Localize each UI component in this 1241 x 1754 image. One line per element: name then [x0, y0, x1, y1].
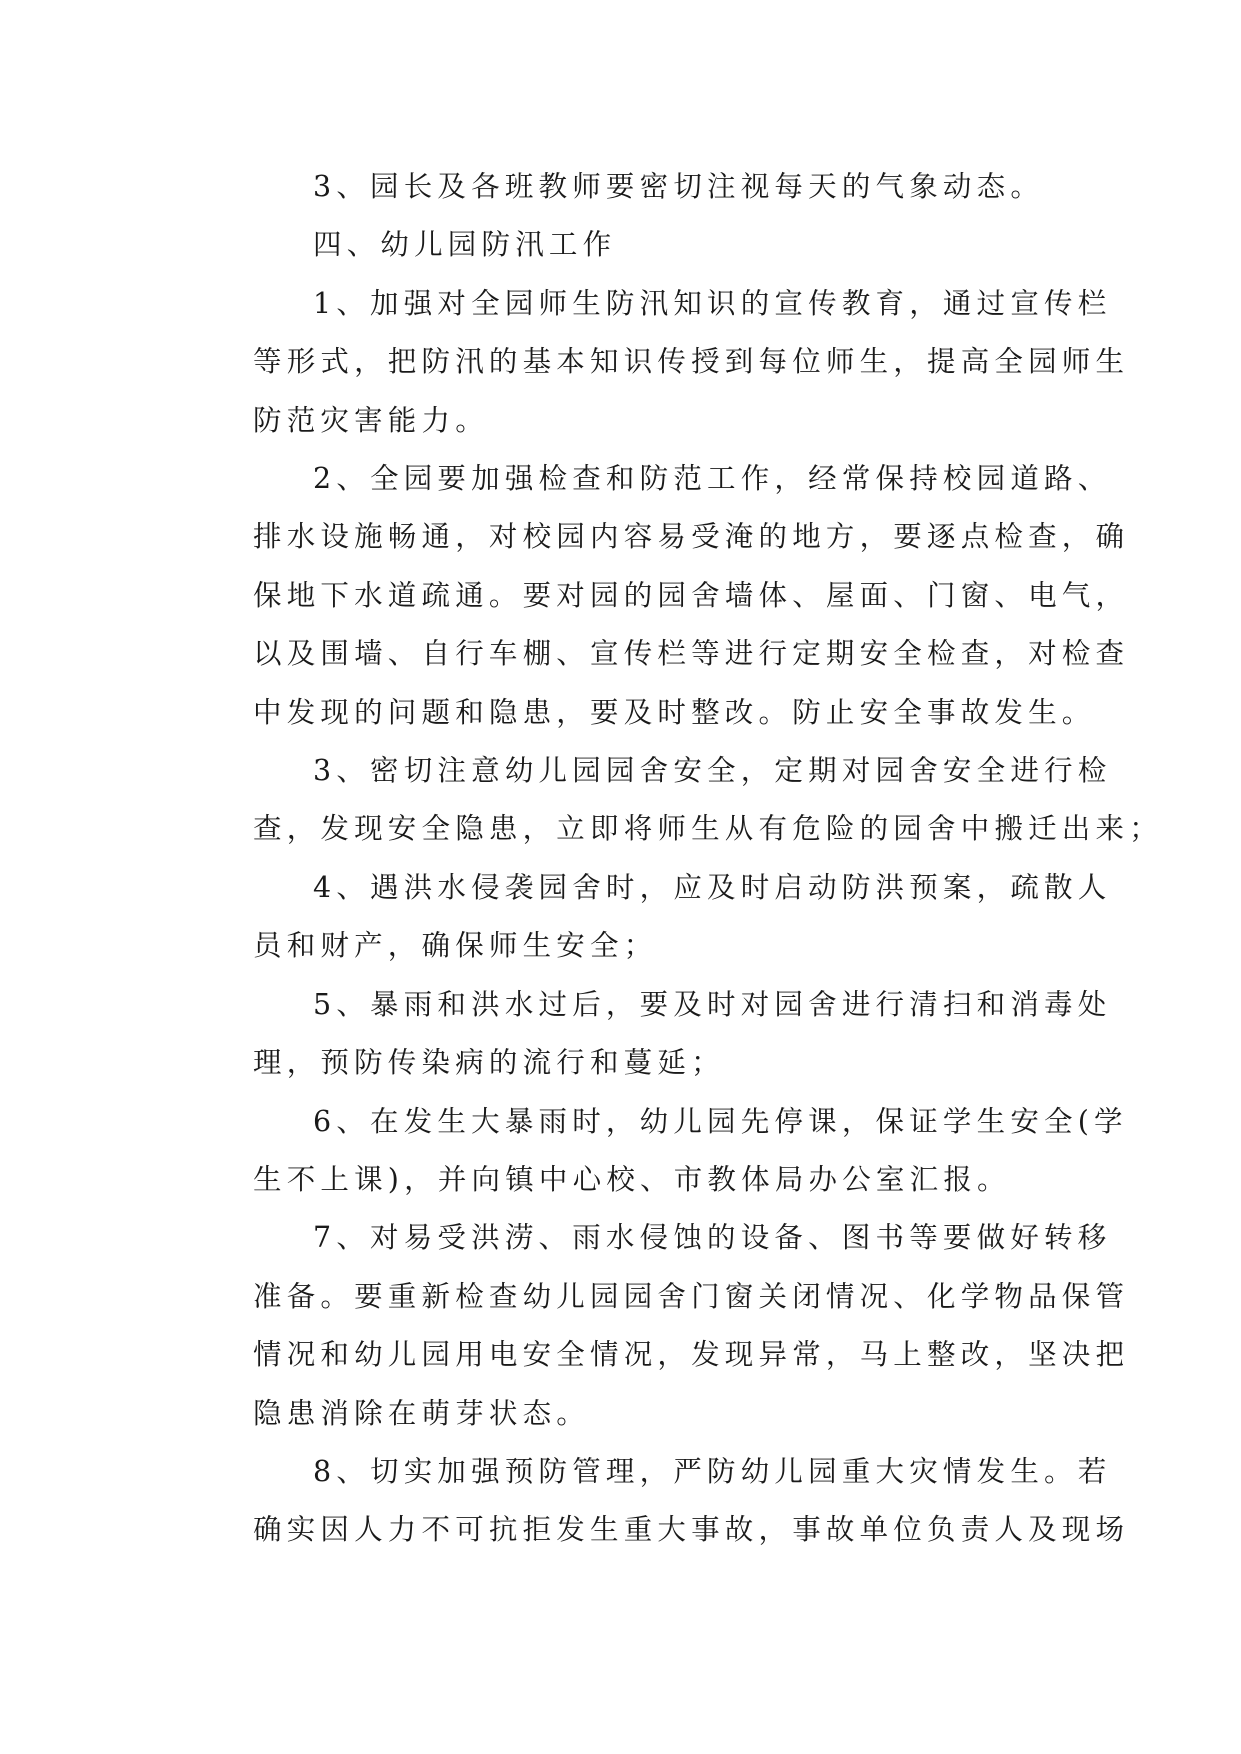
text-line: 5、暴雨和洪水过后，要及时对园舍进行清扫和消毒处	[313, 987, 1112, 1021]
paragraph-inspection	[193, 450, 1130, 742]
paragraph-education	[193, 275, 1130, 450]
text-line: 隐患消除在萌芽状态。	[253, 1396, 591, 1430]
paragraph-flood-response	[193, 859, 1112, 976]
text-line: 准备。要重新检查幼儿园园舍门窗关闭情况、化学物品保管	[253, 1279, 1130, 1313]
text-line: 7、对易受洪涝、雨水侵蚀的设备、图书等要做好转移	[313, 1221, 1112, 1255]
text-line: 6、在发生大暴雨时，幼儿园先停课，保证学生安全(学	[313, 1104, 1128, 1138]
text-line: 中发现的问题和隐患，要及时整改。防止安全事故发生。	[253, 695, 1096, 729]
text-line: 4、遇洪水侵袭园舍时，应及时启动防洪预案，疏散人	[313, 870, 1112, 904]
paragraph-prevention-management	[193, 1443, 1130, 1560]
text-line: 3、园长及各班教师要密切注视每天的气象动态。	[313, 170, 1045, 203]
section-heading-flood-work	[193, 216, 1063, 274]
text-line: 2、全园要加强检查和防范工作，经常保持校园道路、	[313, 462, 1112, 496]
text-line: 3、密切注意幼儿园园舍安全，定期对园舍安全进行检	[313, 754, 1112, 788]
document-body	[193, 158, 1163, 1560]
paragraph-class-suspension	[193, 1093, 1128, 1210]
text-line: 确实因人力不可抗拒发生重大事故，事故单位负责人及现场	[253, 1513, 1130, 1547]
text-line: 1、加强对全园师生防汛知识的宣传教育，通过宣传栏	[313, 286, 1112, 320]
text-line: 排水设施畅通，对校园内容易受淹的地方，要逐点检查，确	[253, 520, 1130, 554]
text-line: 等形式，把防汛的基本知识传授到每位师生，提高全园师生	[253, 345, 1130, 379]
paragraph-disinfection	[193, 976, 1112, 1093]
text-line: 四、幼儿园防汛工作	[313, 228, 617, 262]
text-line: 情况和幼儿园用电安全情况，发现异常，马上整改，坚决把	[253, 1338, 1130, 1372]
text-line: 以及围墙、自行车棚、宣传栏等进行定期安全检查，对检查	[253, 637, 1130, 671]
text-line: 员和财产，确保师生安全；	[253, 929, 658, 963]
text-line: 保地下水道疏通。要对园的园舍墙体、屋面、门窗、电气，	[253, 578, 1130, 612]
text-line: 生不上课)，并向镇中心校、市教体局办公室汇报。	[253, 1162, 1011, 1196]
text-line: 理，预防传染病的流行和蔓延；	[253, 1046, 725, 1080]
paragraph-weather-monitoring	[193, 158, 1063, 216]
text-line: 防范灾害能力。	[253, 403, 489, 437]
paragraph-building-safety	[193, 742, 1163, 859]
text-line: 查，发现安全隐患，立即将师生从有危险的园舍中搬迁出来；	[253, 812, 1163, 846]
text-line: 8、切实加强预防管理，严防幼儿园重大灾情发生。若	[313, 1454, 1112, 1488]
paragraph-equipment-transfer	[193, 1209, 1130, 1443]
